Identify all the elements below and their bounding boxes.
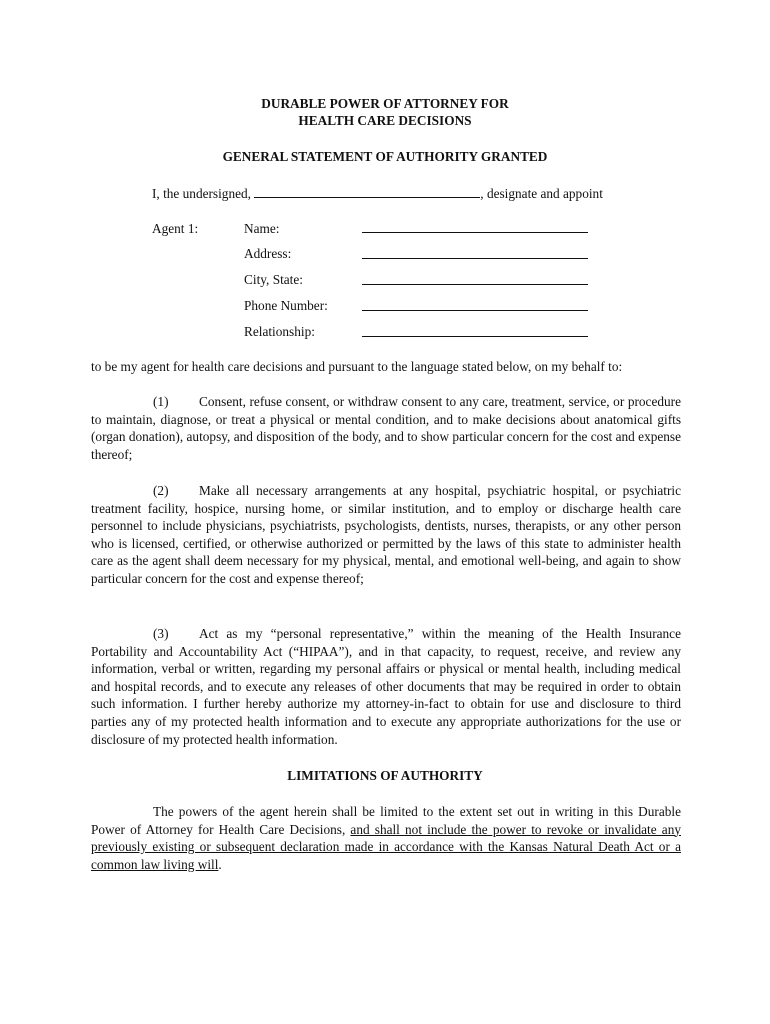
intro-line (152, 184, 603, 203)
limitations-text: The powers of the agent herein shall be limited to the extent set out in writing in this Durable Power of Attorney for Health Care Decisions, (91, 804, 681, 837)
agent-relationship-field[interactable] (362, 336, 588, 337)
paragraph-number: (1) (153, 394, 169, 409)
limitations-end: . (218, 856, 222, 872)
agent-city-state-field[interactable] (362, 284, 588, 285)
limitations-heading: LIMITATIONS OF AUTHORITY (287, 768, 483, 783)
agent-phone-field[interactable] (362, 310, 588, 311)
intro-suffix: , designate and appoint (480, 186, 603, 201)
agent-address-field[interactable] (362, 258, 588, 259)
paragraph-number: (3) (153, 626, 169, 641)
power-paragraph-3 (91, 625, 681, 748)
document-title-line-2: HEALTH CARE DECISIONS (298, 113, 472, 128)
limitations-paragraph (91, 803, 681, 873)
document-title-line-1: DURABLE POWER OF ATTORNEY FOR (261, 96, 509, 111)
agent-phone-label: Phone Number: (244, 298, 328, 313)
intro-prefix: I, the undersigned, (152, 186, 251, 201)
agent-statement: to be my agent for health care decisions and pursuant to the language stated below, on my behalf to: (91, 359, 623, 374)
paragraph-number: (2) (153, 483, 169, 498)
paragraph-text: Consent, refuse consent, or withdraw consent to any care, treatment, service, or procedure to maintain, diagnose, or treat a physical or mental condition, and to make decisions about anatomical gifts (organ donation), autopsy, and disposition of the body, and to show particular concern for the cost and expense thereof; (91, 394, 681, 462)
undersigned-name-field[interactable] (254, 184, 480, 198)
power-paragraph-2 (91, 482, 681, 588)
power-paragraph-1 (91, 393, 681, 463)
agent-city-state-label: City, State: (244, 272, 303, 287)
limitations-underlined-text: and shall not include the power to revoke or invalidate any previously existing or subsequent declaration made in accordance with the Kansas Natural Death Act or a common law living will (91, 821, 681, 872)
agent-relationship-label: Relationship: (244, 324, 315, 339)
authority-heading: GENERAL STATEMENT OF AUTHORITY GRANTED (222, 149, 548, 164)
agent-address-label: Address: (244, 246, 292, 261)
agent-name-field[interactable] (362, 232, 588, 233)
paragraph-text: Make all necessary arrangements at any hospital, psychiatric hospital, or psychiatric treatment facility, hospice, nursing home, or similar institution, and to employ or discharge health care personnel to include physicians, psychiatrists, psychologists, dentists, nurses, therapists, or any other person who is licensed, certified, or otherwise authorized or permitted by the laws of this state to administer health care as the agent shall deem necessary for my physical, mental, and emotional well-being, and again to show particular concern for the cost and expense thereof; (91, 483, 681, 586)
paragraph-text: Act as my “personal representative,” within the meaning of the Health Insurance Portability and Accountability Act (“HIPAA”), and in that capacity, to request, receive, and review any information, verbal or written, regarding my personal affairs or physical or mental health, including medical and hospital records, and to execute any releases of other documents that may be required in order to obtain such information. I further hereby authorize my attorney-in-fact to obtain for use and disclosure to third parties any of my protected health information and to execute any appropriate authorizations for the use or disclosure of my protected health information. (91, 626, 681, 747)
agent-name-label: Name: (244, 221, 280, 236)
agent-label: Agent 1: (152, 221, 199, 236)
